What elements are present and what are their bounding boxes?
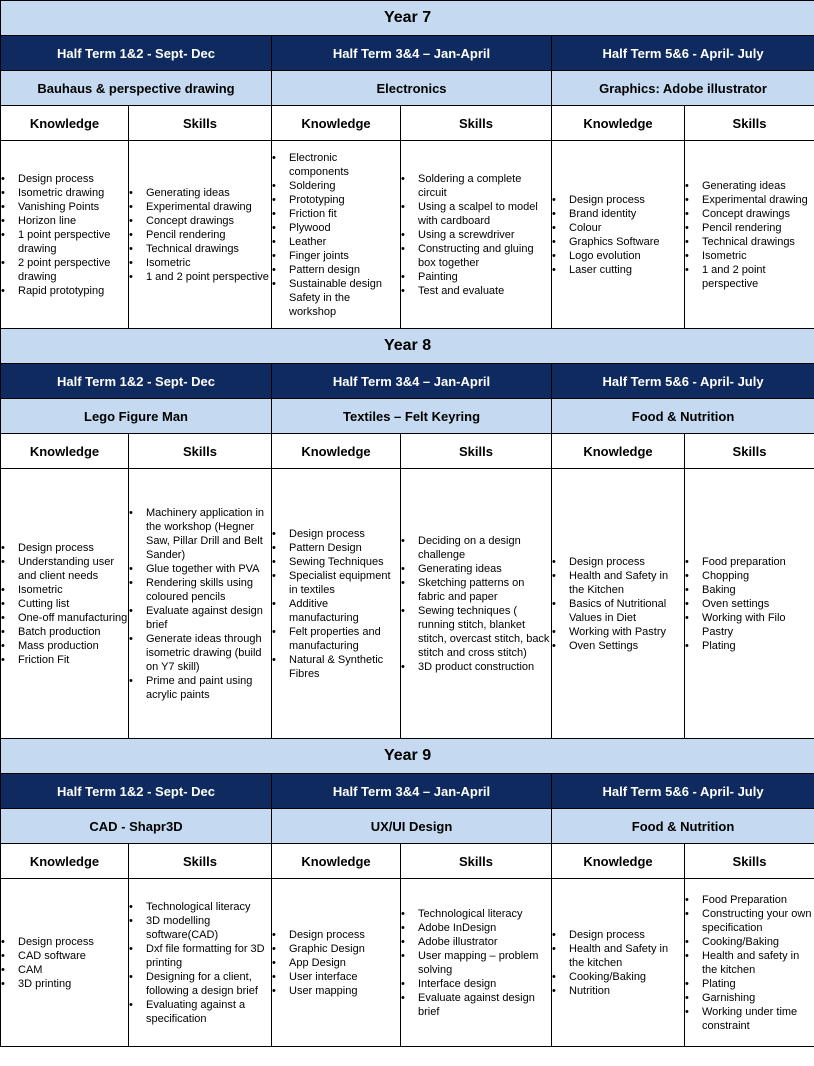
list-item: • Nutrition bbox=[552, 984, 684, 998]
skills-header: Skills bbox=[685, 434, 814, 469]
topic-title: Bauhaus & perspective drawing bbox=[1, 71, 272, 106]
list-item: • CAD software bbox=[1, 949, 128, 963]
topic-title: Graphics: Adobe illustrator bbox=[552, 71, 814, 106]
skills-cell bbox=[685, 879, 814, 1047]
half-term-header: Half Term 1&2 - Sept- Dec bbox=[1, 364, 272, 399]
skills-list bbox=[129, 900, 271, 1026]
list-item: • Garnishing bbox=[685, 991, 814, 1005]
list-item: • Chopping bbox=[685, 569, 814, 583]
list-item: • Deciding on a design challenge bbox=[401, 534, 551, 562]
list-item: • Cooking/Baking bbox=[552, 970, 684, 984]
half-term-header: Half Term 5&6 - April- July bbox=[552, 364, 814, 399]
list-item: • Natural & Synthetic Fibres bbox=[272, 653, 400, 681]
content-row bbox=[1, 469, 814, 739]
knowledge-list bbox=[272, 928, 400, 998]
list-item: • Plywood bbox=[272, 221, 400, 235]
knowledge-list bbox=[552, 193, 684, 277]
list-item: • Friction fit bbox=[272, 207, 400, 221]
list-item: • Technical drawings bbox=[685, 235, 814, 249]
list-item: • Adobe InDesign bbox=[401, 921, 551, 935]
year-title: Year 9 bbox=[1, 739, 814, 774]
list-item: • Generating ideas bbox=[401, 562, 551, 576]
skills-header: Skills bbox=[401, 106, 552, 141]
list-item: • 1 and 2 point perspective bbox=[685, 263, 814, 291]
list-item: • Sewing Techniques bbox=[272, 555, 400, 569]
skills-header: Skills bbox=[401, 434, 552, 469]
list-item: • Glue together with PVA bbox=[129, 562, 271, 576]
knowledge-header: Knowledge bbox=[552, 844, 685, 879]
list-item: • Finger joints bbox=[272, 249, 400, 263]
topic-row bbox=[1, 71, 814, 106]
list-item: • Experimental drawing bbox=[685, 193, 814, 207]
list-item: • Dxf file formatting for 3D printing bbox=[129, 942, 271, 970]
skills-list bbox=[685, 179, 814, 291]
knowledge-header: Knowledge bbox=[552, 106, 685, 141]
list-item: • Soldering bbox=[272, 179, 400, 193]
list-item: • Design process bbox=[272, 527, 400, 541]
list-item: • Food Preparation bbox=[685, 893, 814, 907]
topic-title: Lego Figure Man bbox=[1, 399, 272, 434]
list-item: • Leather bbox=[272, 235, 400, 249]
list-item: • Basics of Nutritional Values in Diet bbox=[552, 597, 684, 625]
list-item: • Using a scalpel to model with cardboard bbox=[401, 200, 551, 228]
list-item: • Technological literacy bbox=[401, 907, 551, 921]
list-item: • Design process bbox=[1, 172, 128, 186]
topic-row bbox=[1, 809, 814, 844]
list-item: • Cooking/Baking bbox=[685, 935, 814, 949]
list-item: • Design process bbox=[1, 935, 128, 949]
column-header-row bbox=[1, 434, 814, 469]
list-item: • User mapping – problem solving bbox=[401, 949, 551, 977]
list-item: • Laser cutting bbox=[552, 263, 684, 277]
topic-title: Textiles – Felt Keyring bbox=[272, 399, 552, 434]
skills-cell bbox=[129, 141, 272, 329]
topic-title: Electronics bbox=[272, 71, 552, 106]
knowledge-cell bbox=[272, 879, 401, 1047]
knowledge-list bbox=[552, 928, 684, 998]
knowledge-cell bbox=[552, 879, 685, 1047]
list-item: • Pencil rendering bbox=[685, 221, 814, 235]
list-item: • Generating ideas bbox=[129, 186, 271, 200]
list-item: • Specialist equipment in textiles bbox=[272, 569, 400, 597]
list-item: • 1 and 2 point perspective bbox=[129, 270, 271, 284]
list-item: • User interface bbox=[272, 970, 400, 984]
term-row bbox=[1, 774, 814, 809]
knowledge-list bbox=[272, 151, 400, 319]
list-item: • Health and Safety in the kitchen bbox=[552, 942, 684, 970]
skills-cell bbox=[129, 469, 272, 739]
knowledge-header: Knowledge bbox=[272, 106, 401, 141]
column-header-row bbox=[1, 106, 814, 141]
list-item: • Generate ideas through isometric drawing (build on Y7 skill) bbox=[129, 632, 271, 674]
list-item: • Interface design bbox=[401, 977, 551, 991]
list-item: • Technical drawings bbox=[129, 242, 271, 256]
list-item: • Evaluating against a specification bbox=[129, 998, 271, 1026]
list-item: • Evaluate against design brief bbox=[401, 991, 551, 1019]
knowledge-cell bbox=[272, 141, 401, 329]
list-item: • Colour bbox=[552, 221, 684, 235]
list-item: • Cutting list bbox=[1, 597, 128, 611]
knowledge-header: Knowledge bbox=[1, 106, 129, 141]
list-item: • Isometric bbox=[685, 249, 814, 263]
skills-list bbox=[401, 907, 551, 1019]
list-item: • Design process bbox=[272, 928, 400, 942]
knowledge-header: Knowledge bbox=[552, 434, 685, 469]
list-item: • Graphics Software bbox=[552, 235, 684, 249]
list-item: • Friction Fit bbox=[1, 653, 128, 667]
list-item: • Oven settings bbox=[685, 597, 814, 611]
knowledge-cell bbox=[552, 141, 685, 329]
list-item: • Concept drawings bbox=[685, 207, 814, 221]
topic-title: CAD - Shapr3D bbox=[1, 809, 272, 844]
half-term-header: Half Term 3&4 – Jan-April bbox=[272, 36, 552, 71]
knowledge-list bbox=[552, 555, 684, 653]
list-item: • Test and evaluate bbox=[401, 284, 551, 298]
list-item: • Designing for a client, following a design brief bbox=[129, 970, 271, 998]
skills-list bbox=[685, 555, 814, 653]
list-item: • Machinery application in the workshop (Hegner Saw, Pillar Drill and Belt Sander) bbox=[129, 506, 271, 562]
topic-title: Food & Nutrition bbox=[552, 399, 814, 434]
list-item: • Plating bbox=[685, 977, 814, 991]
knowledge-cell bbox=[1, 879, 129, 1047]
list-item: • Constructing and gluing box together bbox=[401, 242, 551, 270]
knowledge-list bbox=[1, 935, 128, 991]
list-item: • Graphic Design bbox=[272, 942, 400, 956]
column-header-row bbox=[1, 844, 814, 879]
list-item: • Working under time constraint bbox=[685, 1005, 814, 1033]
skills-list bbox=[129, 186, 271, 284]
knowledge-cell bbox=[1, 141, 129, 329]
term-row bbox=[1, 364, 814, 399]
list-item: • Adobe illustrator bbox=[401, 935, 551, 949]
list-item: • Vanishing Points bbox=[1, 200, 128, 214]
list-item: • CAM bbox=[1, 963, 128, 977]
list-item: • Pattern Design bbox=[272, 541, 400, 555]
list-item: • Additive manufacturing bbox=[272, 597, 400, 625]
year-row bbox=[1, 329, 814, 364]
skills-header: Skills bbox=[129, 106, 272, 141]
skills-header: Skills bbox=[401, 844, 552, 879]
list-item: • Prototyping bbox=[272, 193, 400, 207]
term-row bbox=[1, 36, 814, 71]
list-item: • Oven Settings bbox=[552, 639, 684, 653]
half-term-header: Half Term 3&4 – Jan-April bbox=[272, 364, 552, 399]
list-item: • Electronic components bbox=[272, 151, 400, 179]
list-item: • App Design bbox=[272, 956, 400, 970]
year-title: Year 8 bbox=[1, 329, 814, 364]
list-item: • Mass production bbox=[1, 639, 128, 653]
skills-list bbox=[401, 172, 551, 298]
skills-list bbox=[401, 534, 551, 674]
knowledge-list bbox=[272, 527, 400, 681]
knowledge-header: Knowledge bbox=[272, 844, 401, 879]
half-term-header: Half Term 5&6 - April- July bbox=[552, 774, 814, 809]
list-item: • Painting bbox=[401, 270, 551, 284]
list-item: • Rapid prototyping bbox=[1, 284, 128, 298]
year-row bbox=[1, 739, 814, 774]
topic-title: UX/UI Design bbox=[272, 809, 552, 844]
list-item: • Design process bbox=[552, 928, 684, 942]
list-item: • Sewing techniques ( running stitch, blanket stitch, overcast stitch, back stitch and cross stitch) bbox=[401, 604, 551, 660]
skills-list bbox=[129, 506, 271, 702]
list-item: • Rendering skills using coloured pencils bbox=[129, 576, 271, 604]
skills-cell bbox=[401, 879, 552, 1047]
list-item: • Food preparation bbox=[685, 555, 814, 569]
list-item: • Sustainable design Safety in the workshop bbox=[272, 277, 400, 319]
list-item: • Working with Filo Pastry bbox=[685, 611, 814, 639]
skills-cell bbox=[129, 879, 272, 1047]
topic-row bbox=[1, 399, 814, 434]
knowledge-list bbox=[1, 541, 128, 667]
content-row bbox=[1, 141, 814, 329]
list-item: • Evaluate against design brief bbox=[129, 604, 271, 632]
list-item: • Using a screwdriver bbox=[401, 228, 551, 242]
list-item: • Experimental drawing bbox=[129, 200, 271, 214]
list-item: • Soldering a complete circuit bbox=[401, 172, 551, 200]
topic-title: Food & Nutrition bbox=[552, 809, 814, 844]
knowledge-cell bbox=[1, 469, 129, 739]
list-item: • Pencil rendering bbox=[129, 228, 271, 242]
list-item: • 3D modelling software(CAD) bbox=[129, 914, 271, 942]
list-item: • One-off manufacturing bbox=[1, 611, 128, 625]
skills-list bbox=[685, 893, 814, 1033]
half-term-header: Half Term 3&4 – Jan-April bbox=[272, 774, 552, 809]
year-row bbox=[1, 1, 814, 36]
skills-cell bbox=[685, 141, 814, 329]
skills-cell bbox=[401, 141, 552, 329]
list-item: • Concept drawings bbox=[129, 214, 271, 228]
skills-header: Skills bbox=[685, 106, 814, 141]
knowledge-header: Knowledge bbox=[1, 434, 129, 469]
list-item: • Health and safety in the kitchen bbox=[685, 949, 814, 977]
list-item: • Sketching patterns on fabric and paper bbox=[401, 576, 551, 604]
list-item: • Working with Pastry bbox=[552, 625, 684, 639]
list-item: • Batch production bbox=[1, 625, 128, 639]
list-item: • Constructing your own specification bbox=[685, 907, 814, 935]
list-item: • Isometric bbox=[1, 583, 128, 597]
list-item: • Isometric drawing bbox=[1, 186, 128, 200]
skills-header: Skills bbox=[129, 844, 272, 879]
list-item: • Brand identity bbox=[552, 207, 684, 221]
half-term-header: Half Term 1&2 - Sept- Dec bbox=[1, 36, 272, 71]
list-item: • 3D printing bbox=[1, 977, 128, 991]
skills-header: Skills bbox=[685, 844, 814, 879]
list-item: • Understanding user and client needs bbox=[1, 555, 128, 583]
list-item: • Logo evolution bbox=[552, 249, 684, 263]
list-item: • Pattern design bbox=[272, 263, 400, 277]
list-item: • Prime and paint using acrylic paints bbox=[129, 674, 271, 702]
knowledge-list bbox=[1, 172, 128, 298]
skills-cell bbox=[401, 469, 552, 739]
list-item: • Technological literacy bbox=[129, 900, 271, 914]
skills-header: Skills bbox=[129, 434, 272, 469]
list-item: • Felt properties and manufacturing bbox=[272, 625, 400, 653]
knowledge-cell bbox=[552, 469, 685, 739]
half-term-header: Half Term 5&6 - April- July bbox=[552, 36, 814, 71]
half-term-header: Half Term 1&2 - Sept- Dec bbox=[1, 774, 272, 809]
year-title: Year 7 bbox=[1, 1, 814, 36]
knowledge-header: Knowledge bbox=[272, 434, 401, 469]
list-item: • Isometric bbox=[129, 256, 271, 270]
list-item: • 2 point perspective drawing bbox=[1, 256, 128, 284]
list-item: • Plating bbox=[685, 639, 814, 653]
knowledge-header: Knowledge bbox=[1, 844, 129, 879]
list-item: • 1 point perspective drawing bbox=[1, 228, 128, 256]
skills-cell bbox=[685, 469, 814, 739]
list-item: • Design process bbox=[552, 555, 684, 569]
list-item: • User mapping bbox=[272, 984, 400, 998]
list-item: • 3D product construction bbox=[401, 660, 551, 674]
curriculum-body bbox=[1, 1, 814, 1047]
knowledge-cell bbox=[272, 469, 401, 739]
list-item: • Generating ideas bbox=[685, 179, 814, 193]
list-item: • Design process bbox=[1, 541, 128, 555]
content-row bbox=[1, 879, 814, 1047]
list-item: • Horizon line bbox=[1, 214, 128, 228]
list-item: • Baking bbox=[685, 583, 814, 597]
list-item: • Health and Safety in the Kitchen bbox=[552, 569, 684, 597]
list-item: • Design process bbox=[552, 193, 684, 207]
